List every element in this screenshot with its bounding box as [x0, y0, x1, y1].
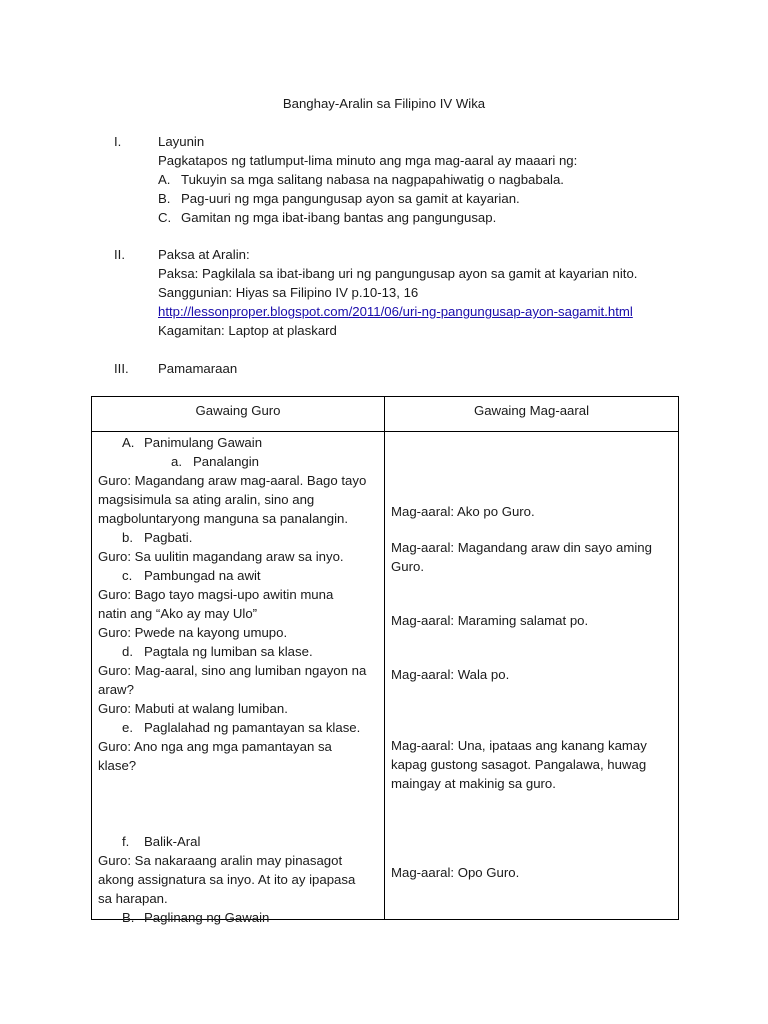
guro-line: magboluntaryong manguna sa panalangin.	[98, 511, 349, 526]
list-item: b. Pagbati.	[122, 530, 193, 545]
section-heading: Paksa at Aralin:	[158, 247, 250, 262]
mag-aaral-response: Mag-aaral: Opo Guro.	[391, 865, 520, 880]
guro-line: Guro: Pwede na kayong umupo.	[98, 625, 288, 640]
mag-aaral-response: Mag-aaral: Magandang araw din sayo aming	[391, 540, 652, 555]
section-number: II.	[114, 247, 125, 262]
list-item: d. Pagtala ng lumiban sa klase.	[122, 644, 313, 659]
list-item: c. Pambungad na awit	[122, 568, 261, 583]
guro-line: sa harapan.	[98, 891, 168, 906]
guro-line: magsisimula sa ating aralin, sino ang	[98, 492, 315, 507]
reference-link[interactable]: http://lessonproper.blogspot.com/2011/06/uri-ng-pangungusap-ayon-sagamit.html	[158, 304, 633, 319]
section-number: III.	[114, 361, 129, 376]
list-item: e. Paglalahad ng pamantayan sa klase.	[122, 720, 361, 735]
guro-line: klase?	[98, 758, 137, 773]
guro-line: Guro: Magandang araw mag-aaral. Bago tayo	[98, 473, 367, 488]
list-item: B. Pag-uuri ng mga pangungusap ayon sa gamit at kayarian.	[158, 191, 520, 206]
column-header-mag-aaral: Gawaing Mag-aaral	[385, 397, 679, 432]
list-item: C. Gamitan ng mga ibat-ibang bantas ang pangungusap.	[158, 210, 497, 225]
list-item: A. Tukuyin sa mga salitang nabasa na nagpapahiwatig o nagbabala.	[158, 172, 564, 187]
list-item: A. Panimulang Gawain	[122, 435, 263, 450]
column-header-guro: Gawaing Guro	[92, 397, 385, 432]
guro-line: Guro: Ano nga ang mga pamantayan sa	[98, 739, 332, 754]
kagamitan-text: Kagamitan: Laptop at plaskard	[158, 323, 337, 338]
list-item: B. Paglinang ng Gawain	[122, 910, 270, 925]
guro-cell	[92, 432, 385, 925]
guro-line: Guro: Mabuti at walang lumiban.	[98, 701, 288, 716]
sanggunian-text: Sanggunian: Hiyas sa Filipino IV p.10-13, 16	[158, 285, 419, 300]
guro-line: araw?	[98, 682, 134, 697]
mag-aaral-response: Mag-aaral: Maraming salamat po.	[391, 613, 589, 628]
paksa-text: Paksa: Pagkilala sa ibat-ibang uri ng pangungusap ayon sa gamit at kayarian nito.	[158, 266, 638, 281]
section-number: I.	[114, 134, 122, 149]
guro-line: Guro: Bago tayo magsi-upo awitin muna	[98, 587, 334, 602]
procedure-table	[91, 396, 679, 925]
mag-aaral-response: Mag-aaral: Wala po.	[391, 667, 510, 682]
guro-line: Guro: Sa uulitin magandang araw sa inyo.	[98, 549, 344, 564]
mag-aaral-response: maingay at makinig sa guro.	[391, 776, 556, 791]
mag-aaral-cell	[385, 432, 679, 920]
mag-aaral-response: Mag-aaral: Una, ipataas ang kanang kamay	[391, 738, 647, 753]
guro-line: akong assignatura sa inyo. At ito ay ipapasa	[98, 872, 356, 887]
mag-aaral-response: Mag-aaral: Ako po Guro.	[391, 504, 535, 519]
list-item: f. Balik-Aral	[122, 834, 201, 849]
guro-line: Guro: Mag-aaral, sino ang lumiban ngayon na	[98, 663, 367, 678]
mag-aaral-response: Guro.	[391, 559, 424, 574]
document-title: Banghay-Aralin sa Filipino IV Wika	[282, 96, 486, 111]
mag-aaral-response: kapag gustong sasagot. Pangalawa, huwag	[391, 757, 647, 772]
guro-line: Guro: Sa nakaraang aralin may pinasagot	[98, 853, 343, 868]
guro-line: natin ang “Ako ay may Ulo”	[98, 606, 258, 621]
section-heading: Pamamaraan	[158, 361, 238, 376]
list-item: a. Panalangin	[171, 454, 259, 469]
section-heading: Layunin	[158, 134, 205, 149]
section-intro: Pagkatapos ng tatlumput-lima minuto ang mga mag-aaral ay maaari ng:	[158, 153, 578, 168]
